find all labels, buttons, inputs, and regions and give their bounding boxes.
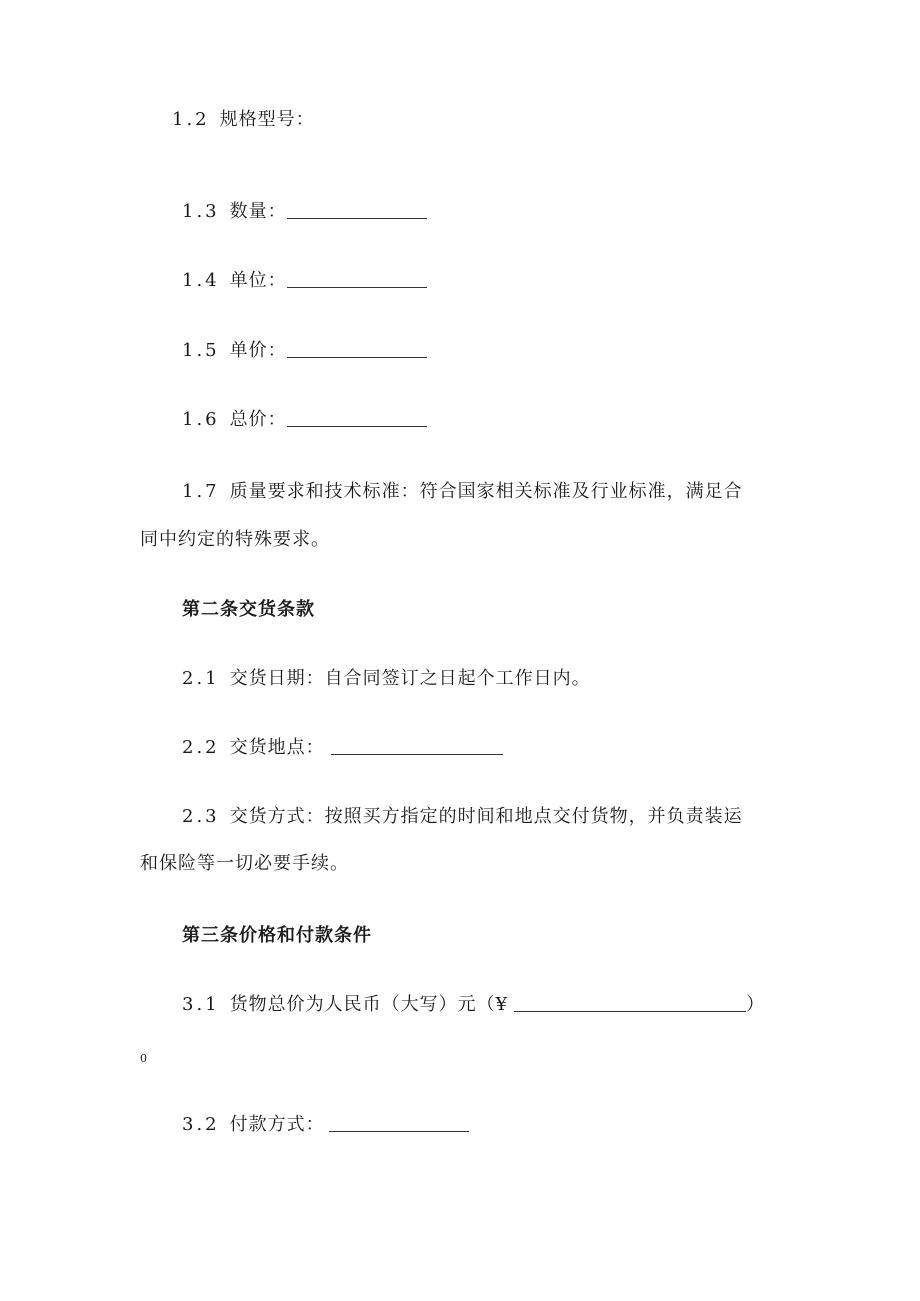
delivery-method-line1: 交货方式：按照买方指定的时间和地点交付货物，并负责装运 xyxy=(229,806,743,827)
delivery-method-line2: 和保险等一切必要手续。 xyxy=(140,853,349,874)
item-number: 1.2 xyxy=(172,109,210,130)
item-2-3-continued xyxy=(140,852,349,876)
stray-zero-mark: 0 xyxy=(140,1052,147,1065)
unit-blank xyxy=(287,269,427,288)
price-amount-blank xyxy=(514,993,746,1012)
quality-text-line1: 质量要求和技术标准：符合国家相关标准及行业标准，满足合 xyxy=(229,481,743,502)
item-3-2 xyxy=(182,1113,469,1137)
item-label: 货物总价为人民币（大写）元（¥ xyxy=(229,994,509,1015)
item-label: 交货地点： xyxy=(229,737,325,758)
item-label: 规格型号： xyxy=(219,109,315,130)
item-1-4 xyxy=(182,269,427,293)
item-2-1 xyxy=(182,667,591,691)
item-1-2 xyxy=(172,108,315,132)
item-label: 总价： xyxy=(229,409,287,430)
item-number: 2.3 xyxy=(182,806,220,827)
item-number: 1.4 xyxy=(182,270,220,291)
item-2-2 xyxy=(182,736,503,760)
item-number: 3.1 xyxy=(182,994,220,1015)
close-paren: ） xyxy=(746,994,766,1015)
item-1-7 xyxy=(182,480,743,504)
item-2-3 xyxy=(182,805,743,829)
item-number: 2.2 xyxy=(182,737,220,758)
payment-method-blank xyxy=(329,1113,469,1132)
quantity-blank xyxy=(287,200,427,219)
delivery-place-blank xyxy=(331,736,503,755)
item-number: 3.2 xyxy=(182,1114,220,1135)
section-2-heading: 第二条交货条款 xyxy=(182,599,315,620)
item-label: 单位： xyxy=(229,270,287,291)
item-label: 交货日期：自合同签订之日起个工作日内。 xyxy=(229,668,591,689)
item-number: 1.6 xyxy=(182,409,220,430)
item-label: 单价： xyxy=(229,340,287,361)
item-number: 1.7 xyxy=(182,481,220,502)
section-3-heading: 第三条价格和付款条件 xyxy=(182,925,372,946)
item-1-7-continued xyxy=(140,528,330,552)
item-label: 数量： xyxy=(229,201,287,222)
item-number: 2.1 xyxy=(182,668,220,689)
item-label: 付款方式： xyxy=(229,1114,325,1135)
item-3-1 xyxy=(182,993,765,1017)
unit-price-blank xyxy=(287,339,427,358)
item-number: 1.5 xyxy=(182,340,220,361)
total-price-blank xyxy=(287,408,427,427)
item-number: 1.3 xyxy=(182,201,220,222)
item-1-5 xyxy=(182,339,427,363)
item-1-6 xyxy=(182,408,427,432)
quality-text-line2: 同中约定的特殊要求。 xyxy=(140,529,330,550)
item-1-3 xyxy=(182,200,427,224)
